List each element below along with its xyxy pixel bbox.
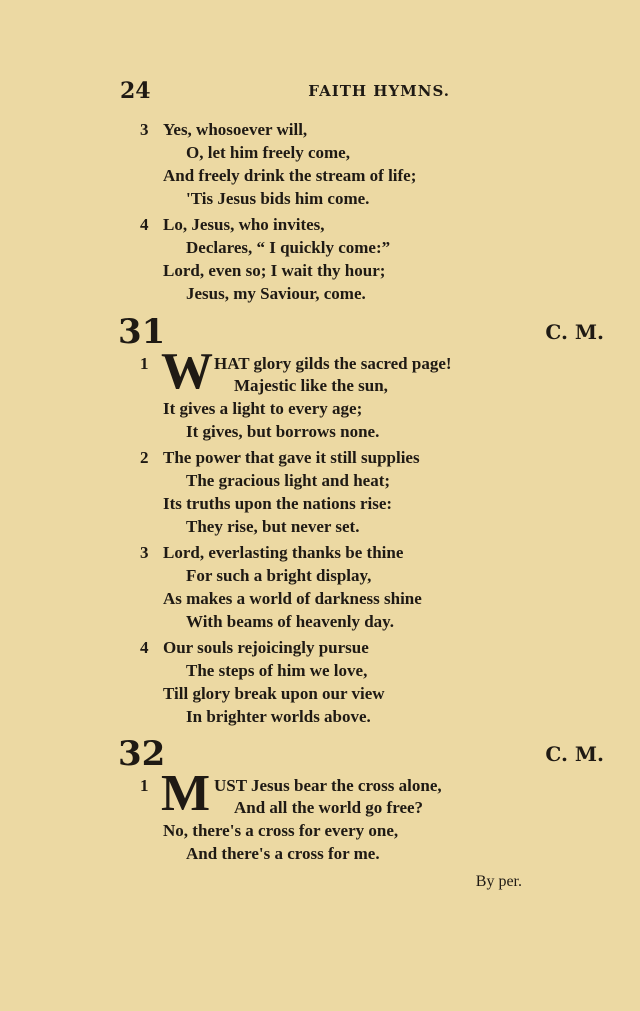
verse-line: For such a bright display,: [186, 566, 372, 585]
verse-line: And freely drink the stream of life;: [163, 166, 417, 185]
verse-number: 4: [140, 215, 149, 234]
hymn-meter: C. M.: [545, 742, 604, 766]
hymn-meter: C. M.: [545, 320, 604, 344]
verse-number: 1: [140, 776, 149, 795]
verse-line: Lord, even so; I wait thy hour;: [163, 261, 386, 280]
verse-line: The steps of him we love,: [186, 661, 368, 680]
hymn-number: 32: [118, 734, 166, 774]
drop-cap: W: [161, 343, 213, 400]
verse-line: The power that gave it still supplies: [163, 448, 420, 467]
verse-line: Till glory break upon our view: [163, 684, 385, 703]
verse-line: Yes, whosoever will,: [163, 120, 308, 139]
verse-line: 'Tis Jesus bids him come.: [186, 189, 370, 208]
verse-number: 2: [140, 448, 149, 467]
hymn-number: 31: [118, 312, 166, 352]
verse-line: The gracious light and heat;: [186, 471, 391, 490]
verse-line: Jesus, my Saviour, come.: [186, 284, 366, 303]
verse-line: HAT glory gilds the sacred page!: [214, 354, 452, 373]
verse-number: 3: [140, 543, 149, 562]
verse-line: Majestic like the sun,: [234, 376, 388, 395]
verse-line: Lo, Jesus, who invites,: [163, 215, 325, 234]
verse-line: It gives a light to every age;: [163, 399, 363, 418]
verse-number: 4: [140, 638, 149, 657]
verse-line: Our souls rejoicingly pursue: [163, 638, 369, 657]
page-header: [120, 78, 450, 106]
verse-line: Declares, “ I quickly come:”: [186, 238, 391, 257]
verse-line: In brighter worlds above.: [186, 707, 371, 726]
verse-line: O, let him freely come,: [186, 143, 350, 162]
verse-number: 1: [140, 354, 149, 373]
verse-line: And there's a cross for me.: [186, 844, 380, 863]
verse-line: Its truths upon the nations rise:: [163, 494, 393, 513]
verse-line: And all the world go free?: [234, 798, 424, 817]
verse-line: As makes a world of darkness shine: [163, 589, 422, 608]
verse-line: It gives, but borrows none.: [186, 422, 380, 441]
verse-line: With beams of heavenly day.: [186, 612, 394, 631]
attribution: By per.: [475, 873, 522, 890]
verse-line: UST Jesus bear the cross alone,: [214, 776, 442, 795]
verse-number: 3: [140, 120, 149, 139]
verse-line: No, there's a cross for every one,: [163, 821, 399, 840]
page-number: 24: [120, 78, 151, 104]
drop-cap: M: [161, 765, 211, 822]
verse-line: Lord, everlasting thanks be thine: [163, 543, 404, 562]
running-title: FAITH HYMNS.: [308, 82, 450, 100]
verse-line: They rise, but never set.: [186, 517, 360, 536]
